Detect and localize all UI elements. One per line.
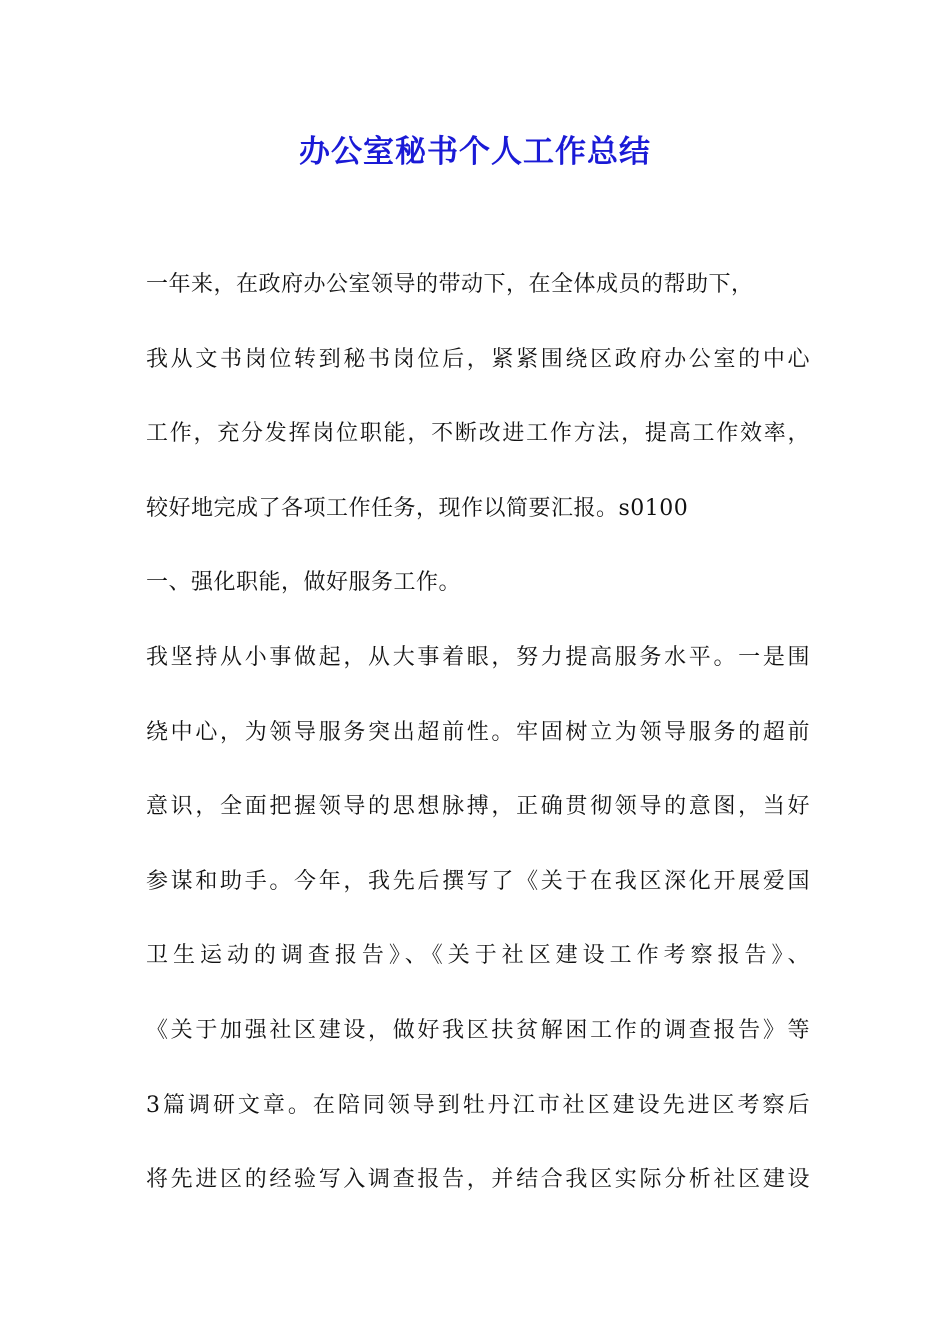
paragraph-line: 3篇调研文章。在陪同领导到牡丹江市社区建设先进区考察后	[146, 1092, 810, 1118]
section-heading: 一、强化职能，做好服务工作。	[146, 570, 462, 596]
paragraph-line: 《关于加强社区建设，做好我区扶贫解困工作的调查报告》等	[146, 1017, 810, 1043]
paragraph-line: 我从文书岗位转到秘书岗位后，紧紧围绕区政府办公室的中心	[146, 346, 810, 372]
document-title: 办公室秘书个人工作总结	[299, 134, 651, 170]
paragraph-line: 一年来，在政府办公室领导的带动下，在全体成员的帮助下，	[146, 272, 754, 297]
paragraph-line: 绕中心，为领导服务突出超前性。牢固树立为领导服务的超前	[146, 719, 810, 745]
paragraph-line: 较好地完成了各项工作任务，现作以简要汇报。s0100	[146, 495, 689, 521]
paragraph-line: 意识，全面把握领导的思想脉搏，正确贯彻领导的意图，当好	[146, 794, 810, 820]
document-body	[146, 262, 810, 1232]
paragraph-line: 工作，充分发挥岗位职能，不断改进工作方法，提高工作效率，	[146, 421, 810, 447]
paragraph-line: 将先进区的经验写入调查报告，并结合我区实际分析社区建设	[146, 1167, 810, 1193]
paragraph-line: 参谋和助手。今年，我先后撰写了《关于在我区深化开展爱国	[146, 868, 810, 894]
paragraph-line: 卫生运动的调查报告》、《关于社区建设工作考察报告》、	[146, 943, 810, 969]
paragraph-line: 我坚持从小事做起，从大事着眼，努力提高服务水平。一是围	[146, 644, 810, 670]
